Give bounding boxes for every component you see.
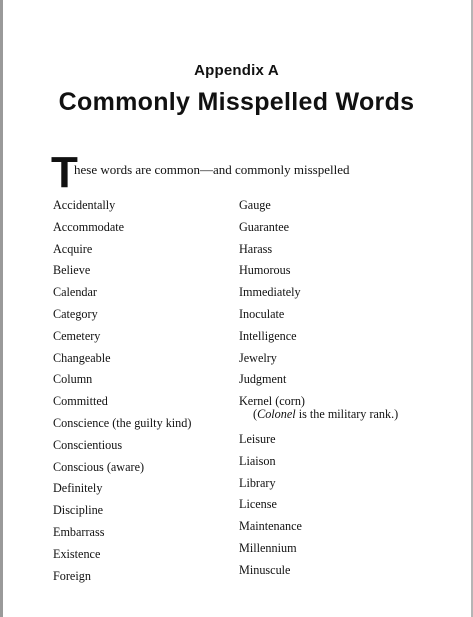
word-item: Guarantee	[239, 219, 290, 234]
kernel-note	[239, 407, 398, 429]
word-item: Accidentally	[53, 198, 116, 212]
note-open-paren: (	[253, 406, 258, 421]
word-item: Judgment	[239, 372, 287, 387]
word-item: Library	[239, 475, 276, 490]
word-item: Column	[53, 372, 93, 387]
word-item: Committed	[53, 394, 108, 409]
appendix-label: Appendix A	[194, 62, 279, 79]
word-item: Humorous	[239, 263, 291, 278]
word-item: Liaison	[239, 453, 276, 468]
note-rest: is the military rank.)	[295, 406, 399, 421]
word-item: Believe	[53, 263, 91, 278]
word-item: Definitely	[53, 481, 103, 496]
note-italic-word: Colonel	[257, 406, 296, 421]
word-item: Jewelry	[239, 350, 277, 365]
word-item: Kernel (corn)	[239, 394, 305, 409]
word-item: Immediately	[239, 285, 301, 300]
intro-text: hese words are common—and commonly misspelled	[74, 162, 350, 177]
page-title: Commonly Misspelled Words	[58, 88, 415, 116]
word-list-left	[53, 195, 191, 587]
word-item: Existence	[53, 546, 101, 561]
word-item: Acquire	[53, 241, 93, 256]
word-item: Conscientious	[53, 437, 123, 452]
word-item: Conscience (the guilty kind)	[53, 415, 192, 430]
word-item: Harass	[239, 241, 273, 256]
word-item: Calendar	[53, 285, 97, 300]
word-item: Discipline	[53, 503, 104, 518]
word-item: Conscious (aware)	[53, 459, 145, 474]
intro-paragraph	[51, 148, 451, 197]
word-item: Category	[53, 306, 98, 321]
word-item: Cemetery	[53, 328, 101, 343]
word-item: Changeable	[53, 350, 111, 365]
word-item: Accommodate	[53, 219, 125, 234]
word-list-right	[239, 195, 398, 582]
word-item: Intelligence	[239, 328, 297, 343]
word-item: Foreign	[53, 568, 91, 583]
word-item: Embarrass	[53, 524, 105, 539]
word-item: License	[239, 497, 277, 512]
word-item: Millennium	[239, 540, 297, 555]
word-item: Gauge	[239, 198, 271, 212]
word-item: Inoculate	[239, 306, 285, 321]
word-item: Leisure	[239, 431, 276, 446]
word-item: Maintenance	[239, 519, 302, 534]
word-item: Minuscule	[239, 562, 291, 577]
drop-cap: T	[51, 148, 78, 197]
